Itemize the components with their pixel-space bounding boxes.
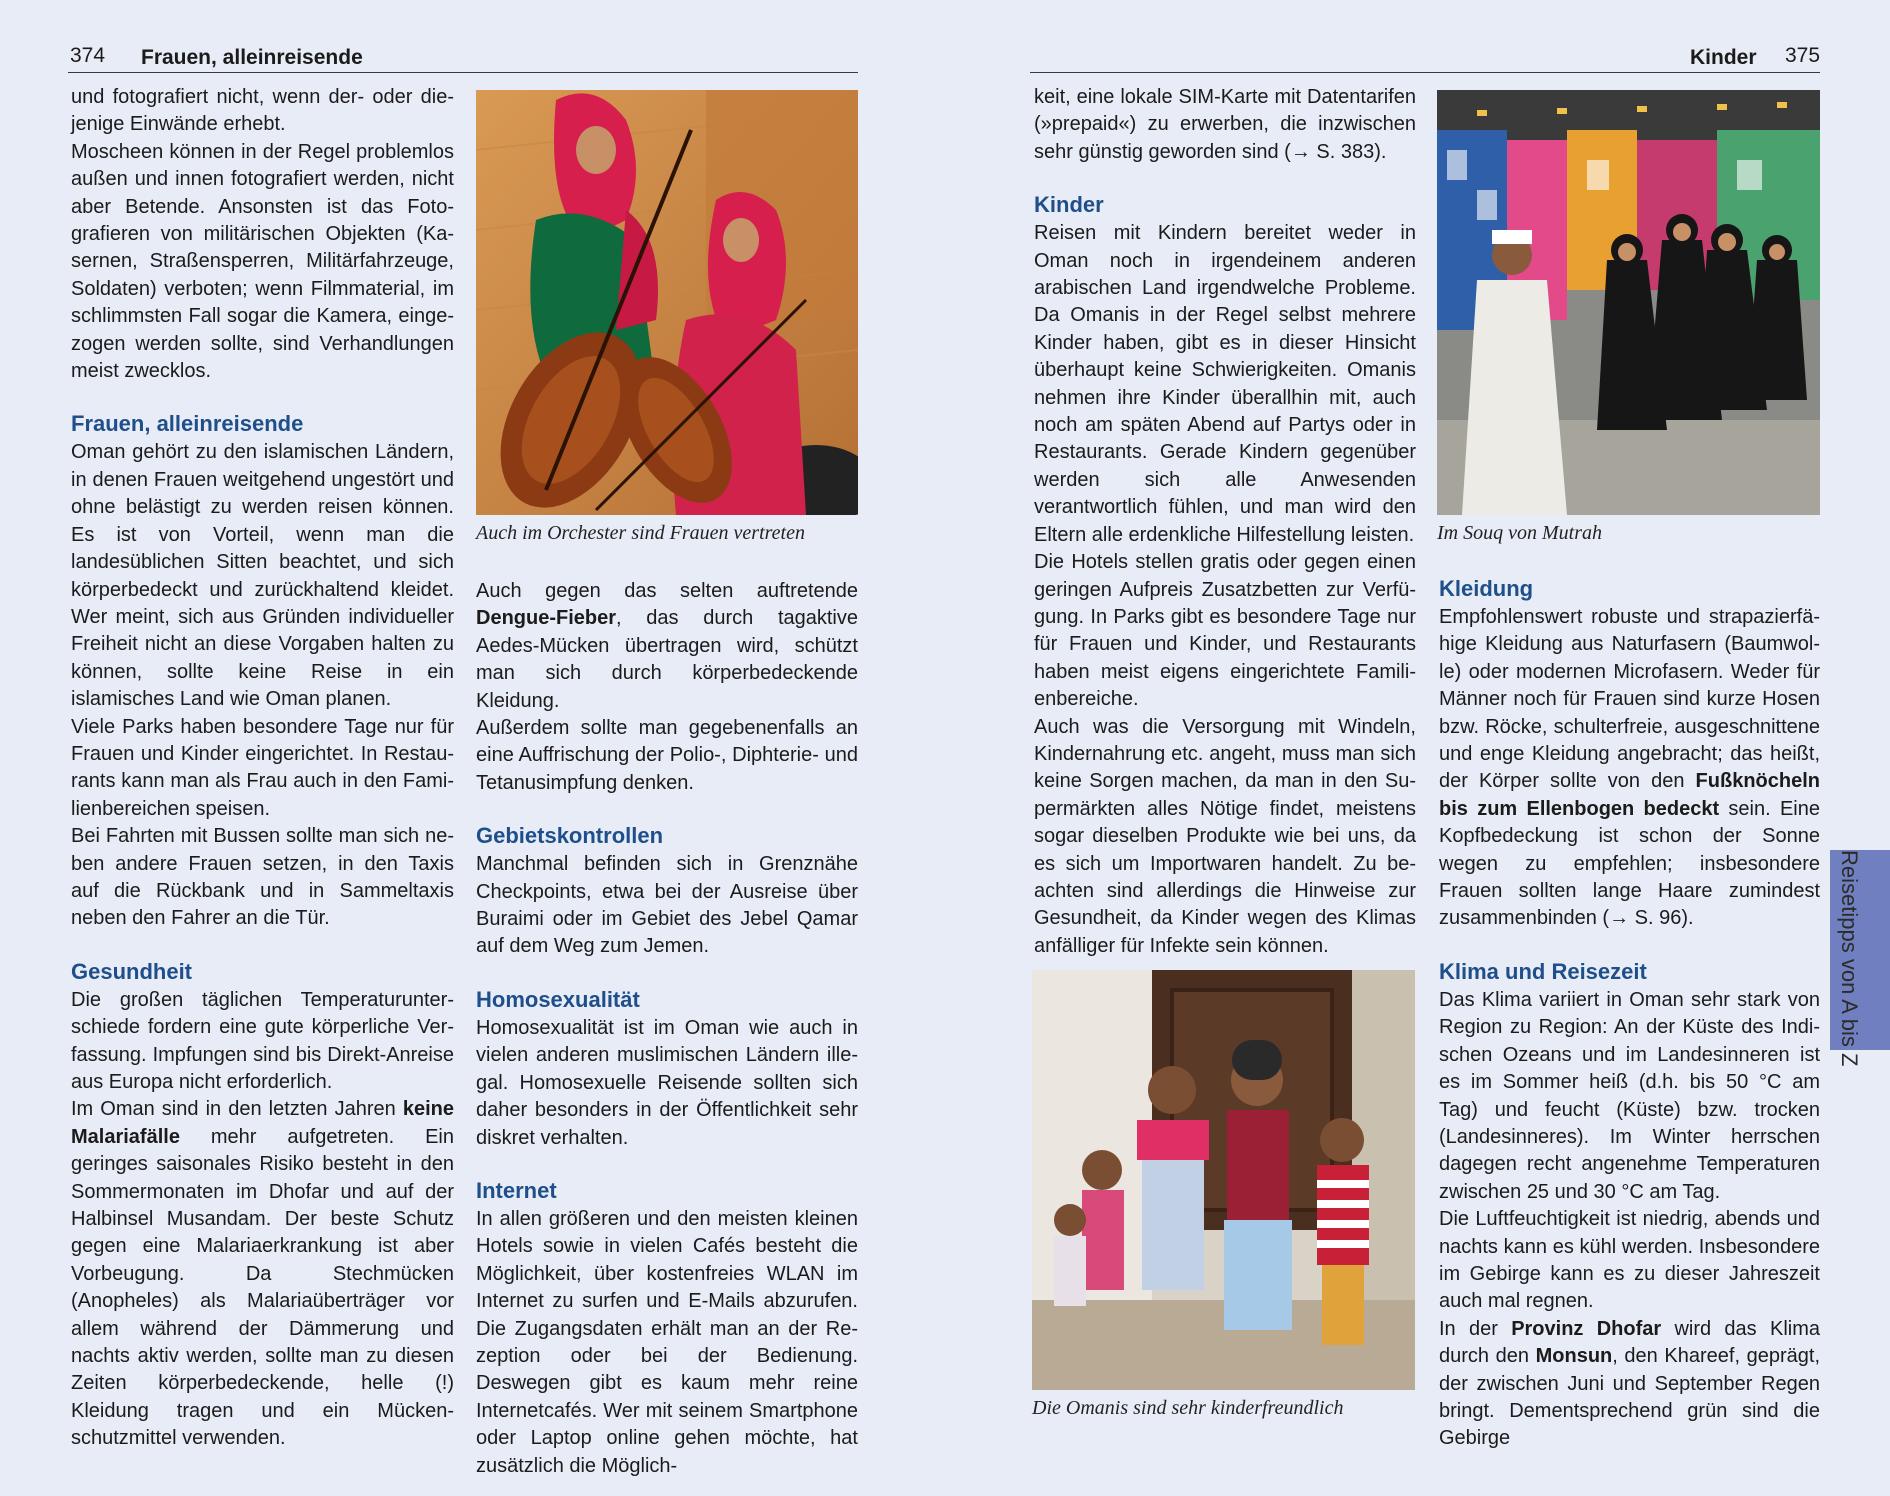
paragraph: Die großen täglichen Temperaturunterschiede fordern eine gute körperliche Verfassung. Impfungen sind bis Direkt-Anreise aus Europa nicht erforderlich. <box>71 988 454 1093</box>
page-number: 375 <box>1785 44 1821 67</box>
section-heading-kleidung: Kleidung <box>1439 576 1534 601</box>
bold-term: Dengue-Fieber <box>476 607 617 630</box>
paragraph: Homosexualität ist im Oman wie auch in vielen anderen muslimischen Ländern illegal. Homosexuelle Reisende sollten sich daher besonders in der Öffentlichkeit sehr diskret verhalten. <box>476 1016 858 1149</box>
paragraph: Moscheen können in der Regel problemlos außen und innen fotografiert werden, nicht aber Betende. Ansonsten ist das Fotografieren von militärischen Objekten (Kasernen, Straßensperren, Militärfahrzeuge, Soldaten) verboten; wenn Filmmaterial, im schlimmsten Fall sogar die Kamera, eingezogen werden sollte, sind Verhandlungen meist zwecklos. <box>71 140 454 383</box>
bold-term: Monsun <box>1535 1345 1613 1368</box>
photo-caption: Die Omanis sind sehr kinderfreundlich <box>1032 1397 1344 1419</box>
paragraph: Die Hotels stellen gratis oder gegen einen geringen Aufpreis Zusatzbetten zur Verfügung. In Parks gibt es besondere Tage nur für Frauen und Kinder, und Restaurants haben meist eigens eingerichtete Familienbereiche. <box>1034 551 1416 711</box>
paragraph: Viele Parks haben besondere Tage nur für Frauen und Kinder eingerichtet. In Restaurants kann man als Frau auch in den Familienbereichen speisen. <box>71 715 454 820</box>
section-heading-homosexualitaet: Homosexualität <box>476 986 640 1012</box>
souq-photo <box>1437 90 1820 515</box>
section-heading-klima: Klima und Reisezeit <box>1439 958 1647 984</box>
paragraph: Das Klima variiert in Oman sehr stark von Region zu Region: An der Küste des Indischen Ozeans und im Landesinneren ist es im Sommer heiß (d.h. bis 50 °C am Tag) und feucht (Küste) bzw. trocken (Landesinneres). Im Winter herrschen dagegen recht angenehme Temperaturen zwischen 25 und 30 °C am Tag. <box>1439 988 1820 1203</box>
paragraph: Manchmal befinden sich in Grenznähe Checkpoints, etwa bei der Ausreise über Buraimi oder im Gebiet des Jebel Qamar auf dem Weg zum Jemen. <box>476 853 858 958</box>
paragraph: und fotografiert nicht, wenn der- oder diejenige Einwände erhebt. <box>71 86 454 136</box>
right-column-2 <box>1439 550 1820 1453</box>
paragraph: In der Provinz Dhofar wird das Klima durch den Monsun, den Khareef, geprägt, der zwischen Juni und September Regen bringt. Dementsprechend grün sind die Gebirge <box>1439 1317 1820 1450</box>
paragraph: Auch gegen das selten auftretende Dengue-Fieber, das durch tagaktive Aedes-Mücken übertragen wird, schützt man sich durch körperbedeckende Kleidung. <box>476 580 858 712</box>
orchestra-photo <box>476 90 858 515</box>
bold-term: keine Malariafälle <box>71 1098 454 1148</box>
children-photo <box>1032 970 1415 1390</box>
paragraph: Oman gehört zu den islamischen Ländern, in denen Frauen weitgehend ungestört und ohne belästigt zu werden reisen können. Es ist von Vorteil, wenn man die landesüblichen Sitten beachtet, und sich körperbedeckt und zurückhaltend kleidet. Wer meint, sich aus Gründen individueller Freiheit nicht an diese Vorgaben halten zu können, sollte keine Reise in ein islamisches Land wie Oman planen. <box>71 441 454 711</box>
paragraph: In allen größeren und den meisten kleinen Hotels sowie in vielen Cafés besteht die Möglichkeit, über kostenfreies WLAN im Internet zu surfen und E-Mails abzurufen. Die Zugangsdaten erhält man an der Rezeption oder bei der Bedienung. Deswegen gibt es kaum mehr reine Internetcafés. Wer mit seinem Smartphone oder Laptop online gehen möchte, hat zusätzlich die Möglich- <box>476 1207 858 1477</box>
photo-caption: Im Souq von Mutrah <box>1437 522 1602 544</box>
header-rule <box>1030 72 1820 73</box>
paragraph: keit, eine lokale SIM-Karte mit Datentarifen (»prepaid«) zu erwerben, die inzwischen sehr günstig geworden sind (→ S. 383). <box>1034 86 1416 163</box>
section-heading-gebietskontrollen: Gebietskontrollen <box>476 823 664 849</box>
section-heading-internet: Internet <box>476 1177 557 1203</box>
paragraph: Außerdem sollte man gegebenenfalls an eine Auffrischung der Polio-, Diphterie- und Tetanusimpfung denken. <box>476 717 858 794</box>
paragraph: Im Oman sind in den letzten Jahren keine Malariafälle mehr aufgetreten. Ein geringes saisonales Risiko besteht in den Sommermonaten im Dhofar und auf der Halbinsel Musandam. Der beste Schutz gegen eine Malariaerkrankung ist aber Vorbeugung. Da Stechmücken (Anopheles) als Malariaüberträger vor allem während der Dämmerung und nachts aktiv werden, sollte man zu diesen Zeiten körperbedeckende, helle (!) Kleidung tragen und ein Mückenschutzmittel verwenden. <box>71 1098 454 1450</box>
right-page <box>945 0 1890 1496</box>
section-heading-kinder: Kinder <box>1034 192 1104 218</box>
section-heading-frauen: Frauen, alleinreisende <box>71 411 304 437</box>
paragraph: Reisen mit Kindern bereitet weder in Oman noch in irgendeinem anderen arabischen Land irgendwelche Probleme. Da Omanis in der Regel selbst mehrere Kinder haben, gibt es in dieser Hinsicht überhaupt keine Schwierigkeiten. Omanis nehmen ihre Kinder überallhin mit, auch noch am späten Abend auf Partys oder in Restaurants. Gerade Kindern gegenüber werden sich alle Anwesenden verantwortlich fühlen, und man wird den Eltern alle erdenkliche Hilfestellung leisten. <box>1034 222 1416 546</box>
paragraph: Bei Fahrten mit Bussen sollte man sich neben andere Frauen setzen, in den Taxis auf die Rückbank und in Sammeltaxis neben den Fahrer an die Tür. <box>71 825 454 930</box>
chapter-side-label <box>1828 760 1868 1180</box>
photo-caption: Auch im Orchester sind Frauen vertreten <box>476 522 805 544</box>
right-column-1 <box>1034 84 1416 960</box>
paragraph: Empfohlenswert robuste und strapazierfähige Kleidung aus Naturfasern (Baumwolle) oder modernen Microfasern. Weder für Männer noch für Frauen sind kurze Hosen bzw. Röcke, schulterfreie, ausgeschnittene und enge Kleidung angebracht; das heißt, der Körper sollte von den Fußknöcheln bis zum Ellenbogen bedeckt sein. Eine Kopfbedeckung ist schon der Sonne wegen zu empfehlen; insbesondere Frauen sollten lange Haare zumindest zusammenbinden (→ S. 96). <box>1439 606 1820 930</box>
page-number: 374 <box>70 44 106 67</box>
running-head: Kinder <box>1690 46 1757 69</box>
chapter-side-label-text: Reisetipps von A bis Z <box>1837 850 1862 1067</box>
running-head: Frauen, alleinreisende <box>141 46 363 69</box>
paragraph: Auch was die Versorgung mit Windeln, Kindernahrung etc. angeht, muss man sich keine Sorgen machen, da man in den Supermärkten alles Nötige findet, meistens sogar dieselben Produkte wie bei uns, da es sich um Importwaren handelt. Zu beachten sind allerdings die Hinweise zur Gesundheit, da Kinder wegen des Klimas anfälliger für Infekte sein können. <box>1034 715 1416 957</box>
bold-term: Provinz Dhofar <box>1511 1317 1662 1340</box>
paragraph: Die Luftfeuchtigkeit ist niedrig, abends und nachts kann es kühl werden. Insbesondere im Gebirge kann es zu dieser Jahreszeit auch mal regnen. <box>1439 1208 1820 1313</box>
left-column-1 <box>71 84 454 1453</box>
left-column-2 <box>476 578 858 1480</box>
bold-term: Fußknöcheln bis zum Ellenbogen bedeckt <box>1439 770 1820 820</box>
section-heading-gesundheit: Gesundheit <box>71 958 193 984</box>
header-rule <box>68 72 858 73</box>
